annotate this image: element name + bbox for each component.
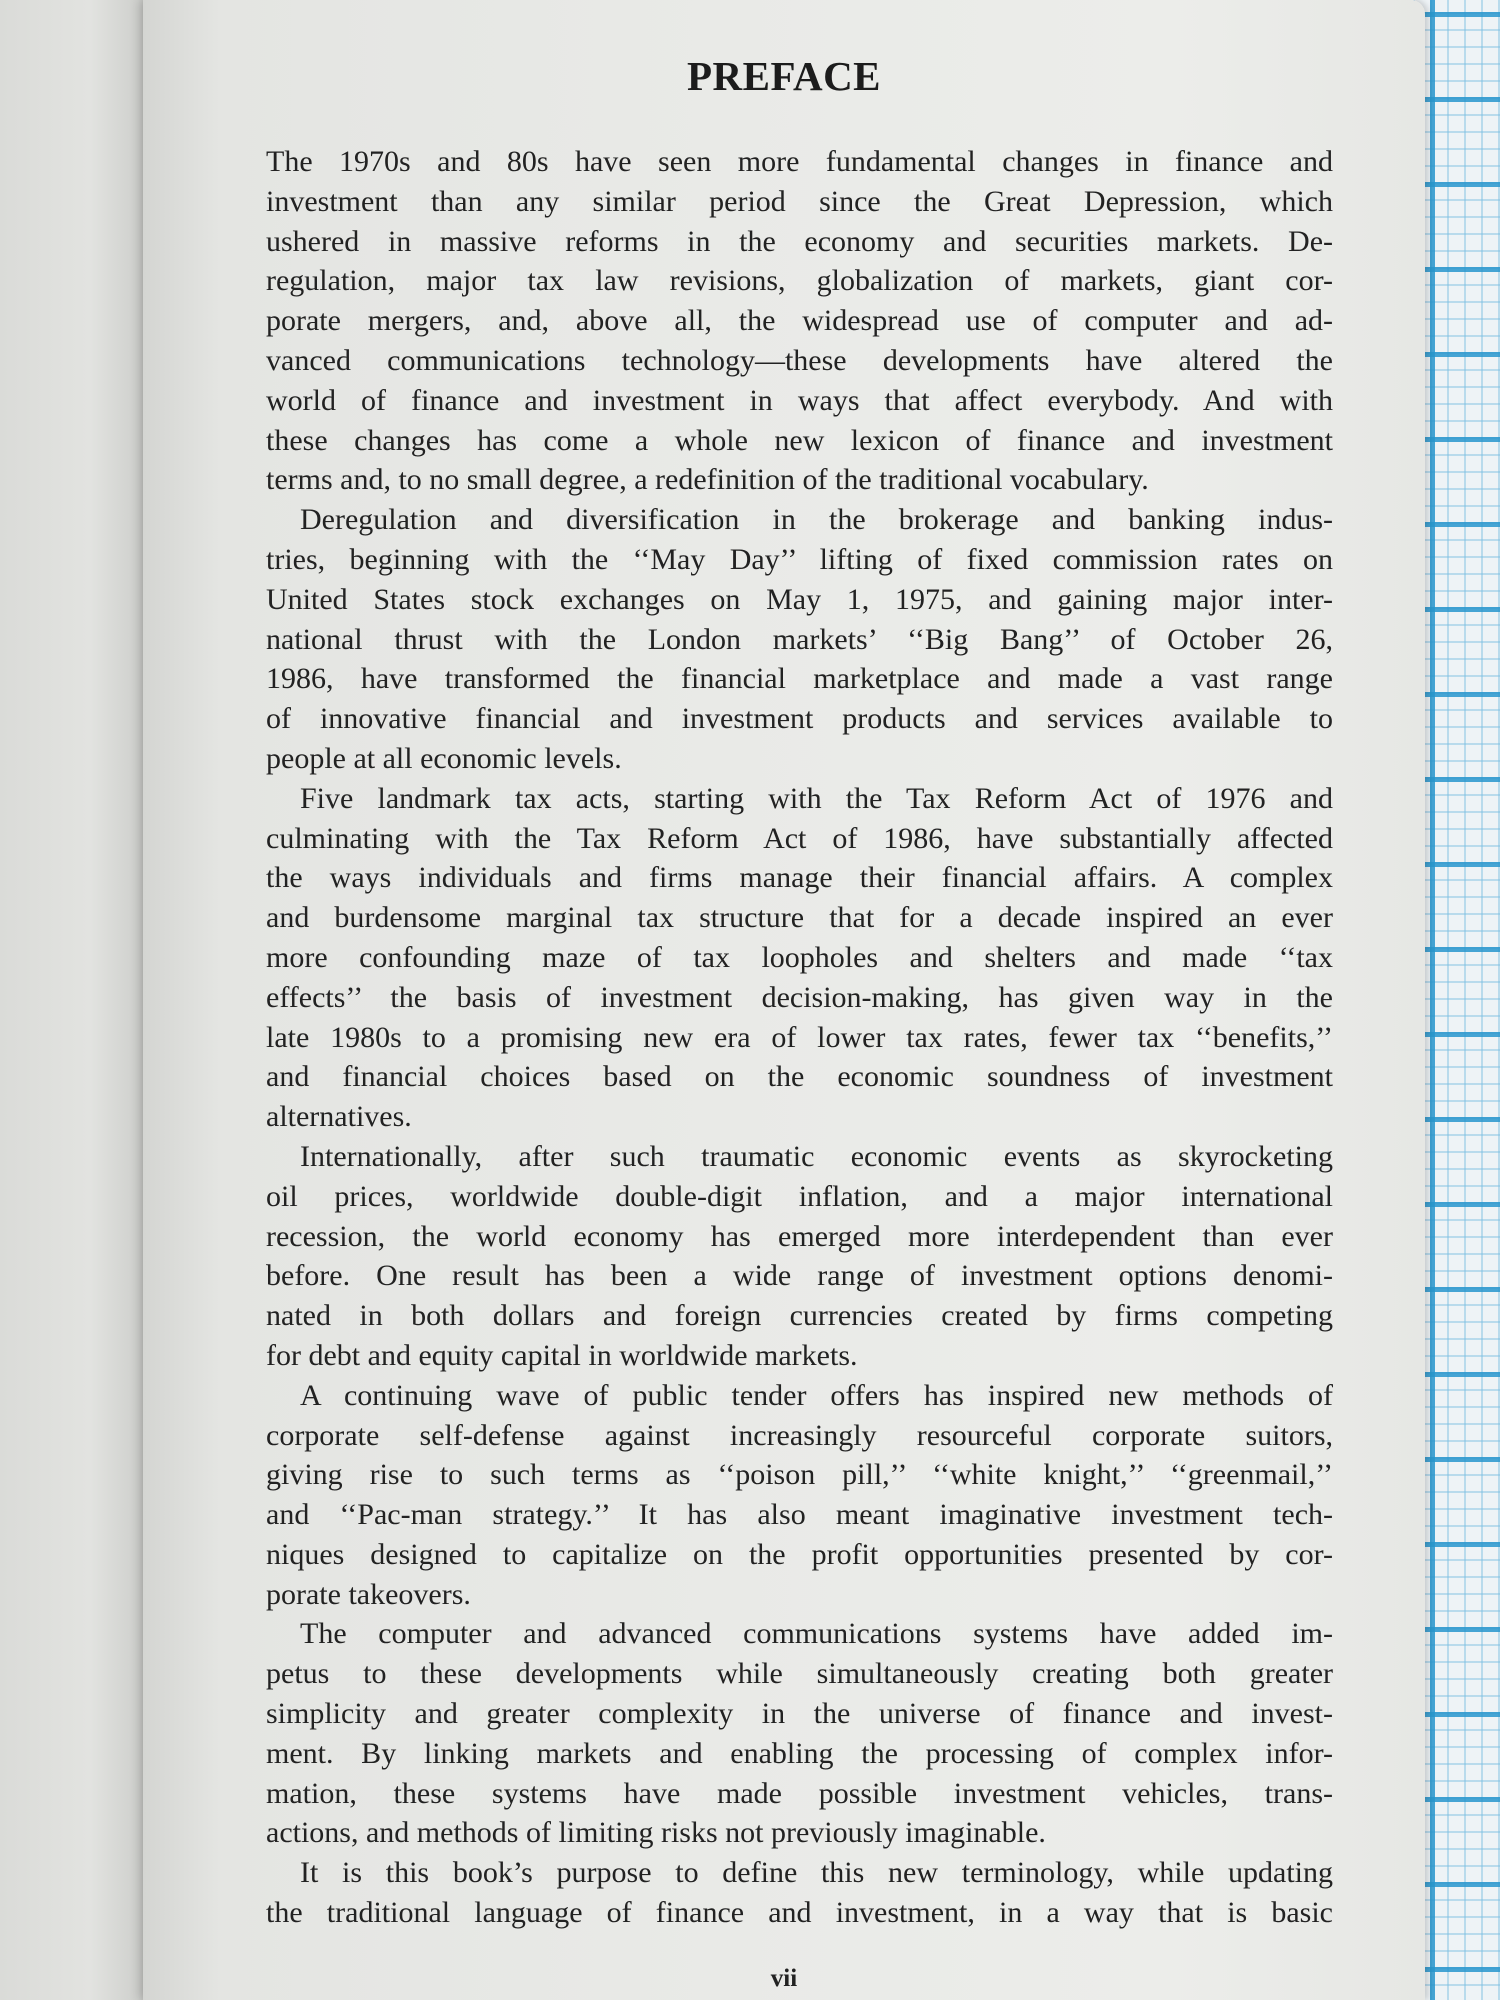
text-line: people at all economic levels. [266, 741, 622, 775]
text-line: corporate self-defense against increasingly resourceful corporate suitors, [266, 1418, 1333, 1452]
text-line: ushered in massive reforms in the economy and securities markets. De- [266, 224, 1333, 258]
text-line: A continuing wave of public tender offers has inspired new methods of [300, 1378, 1333, 1412]
text-line: terms and, to no small degree, a redefinition of the traditional vocabulary. [266, 463, 1149, 497]
text-line: effects’’ the basis of investment decision-making, has given way in the [266, 980, 1333, 1014]
text-line: 1986, have transformed the financial marketplace and made a vast range [266, 662, 1333, 696]
text-line: the ways individuals and firms manage their financial affairs. A complex [266, 861, 1333, 895]
text-line: It is this book’s purpose to define this new terminology, while updating [300, 1856, 1333, 1890]
text-line: nated in both dollars and foreign currencies created by firms competing [266, 1299, 1333, 1333]
text-line: Internationally, after such traumatic economic events as skyrocketing [300, 1139, 1333, 1173]
text-line: world of finance and investment in ways that affect everybody. And with [266, 383, 1333, 417]
paragraph [266, 1137, 1333, 1376]
text-line: regulation, major tax law revisions, globalization of markets, giant cor- [266, 264, 1333, 298]
text-line: Deregulation and diversification in the brokerage and banking indus- [300, 503, 1333, 537]
text-line: petus to these developments while simultaneously creating both greater [266, 1657, 1333, 1691]
text-line: the traditional language of finance and investment, in a way that is basic [266, 1896, 1333, 1930]
text-line: United States stock exchanges on May 1, 1975, and gaining major inter- [266, 582, 1333, 616]
text-line: investment than any similar period since the Great Depression, which [266, 184, 1333, 218]
text-line: of innovative financial and investment products and services available to [266, 702, 1333, 736]
paragraph [266, 1614, 1333, 1853]
paragraph [266, 1376, 1333, 1615]
text-line: before. One result has been a wide range of investment options denomi- [266, 1259, 1333, 1293]
text-line: alternatives. [266, 1100, 412, 1134]
text-line: porate mergers, and, above all, the widespread use of computer and ad- [266, 304, 1333, 338]
text-line: simplicity and greater complexity in the universe of finance and invest- [266, 1697, 1333, 1731]
text-line: mation, these systems have made possible investment vehicles, trans- [266, 1776, 1333, 1810]
text-line: vanced communications technology—these developments have altered the [266, 343, 1333, 377]
text-line: for debt and equity capital in worldwide markets. [266, 1338, 858, 1372]
previous-page-edge [0, 0, 150, 2000]
text-line: niques designed to capitalize on the profit opportunities presented by cor- [266, 1537, 1333, 1571]
text-line: actions, and methods of limiting risks not previously imaginable. [266, 1816, 1046, 1850]
page-number: vii [770, 1965, 798, 1992]
text-line: and ‘‘Pac-man strategy.’’ It has also meant imaginative investment tech- [266, 1498, 1333, 1532]
text-line: porate takeovers. [266, 1577, 471, 1611]
paragraph [266, 500, 1333, 779]
text-line: late 1980s to a promising new era of lower tax rates, fewer tax ‘‘benefits,’’ [266, 1020, 1333, 1054]
text-line: ment. By linking markets and enabling the processing of complex infor- [266, 1736, 1333, 1770]
text-line: these changes has come a whole new lexicon of finance and investment [266, 423, 1333, 457]
book-page [143, 0, 1425, 2000]
paragraph [266, 779, 1333, 1137]
text-line: Five landmark tax acts, starting with the Tax Reform Act of 1976 and [300, 781, 1333, 815]
text-line: national thrust with the London markets’ ‘‘Big Bang’’ of October 26, [266, 622, 1333, 656]
text-line: recession, the world economy has emerged more interdependent than ever [266, 1219, 1333, 1253]
paragraph [266, 142, 1333, 500]
text-line: tries, beginning with the ‘‘May Day’’ lifting of fixed commission rates on [266, 542, 1333, 576]
text-line: culminating with the Tax Reform Act of 1986, have substantially affected [266, 821, 1333, 855]
text-line: giving rise to such terms as ‘‘poison pill,’’ ‘‘white knight,’’ ‘‘greenmail,’’ [266, 1458, 1333, 1492]
page-title: PREFACE [686, 53, 882, 99]
text-line: The computer and advanced communications systems have added im- [300, 1617, 1333, 1651]
text-line: and burdensome marginal tax structure that for a decade inspired an ever [266, 901, 1333, 935]
text-line: The 1970s and 80s have seen more fundamental changes in finance and [266, 145, 1333, 178]
text-line: and financial choices based on the economic soundness of investment [266, 1060, 1333, 1094]
paragraph [266, 1853, 1333, 1933]
preface-body [266, 142, 1333, 1933]
text-line: oil prices, worldwide double-digit inflation, and a major international [266, 1179, 1333, 1213]
text-line: more confounding maze of tax loopholes and shelters and made ‘‘tax [266, 940, 1333, 974]
